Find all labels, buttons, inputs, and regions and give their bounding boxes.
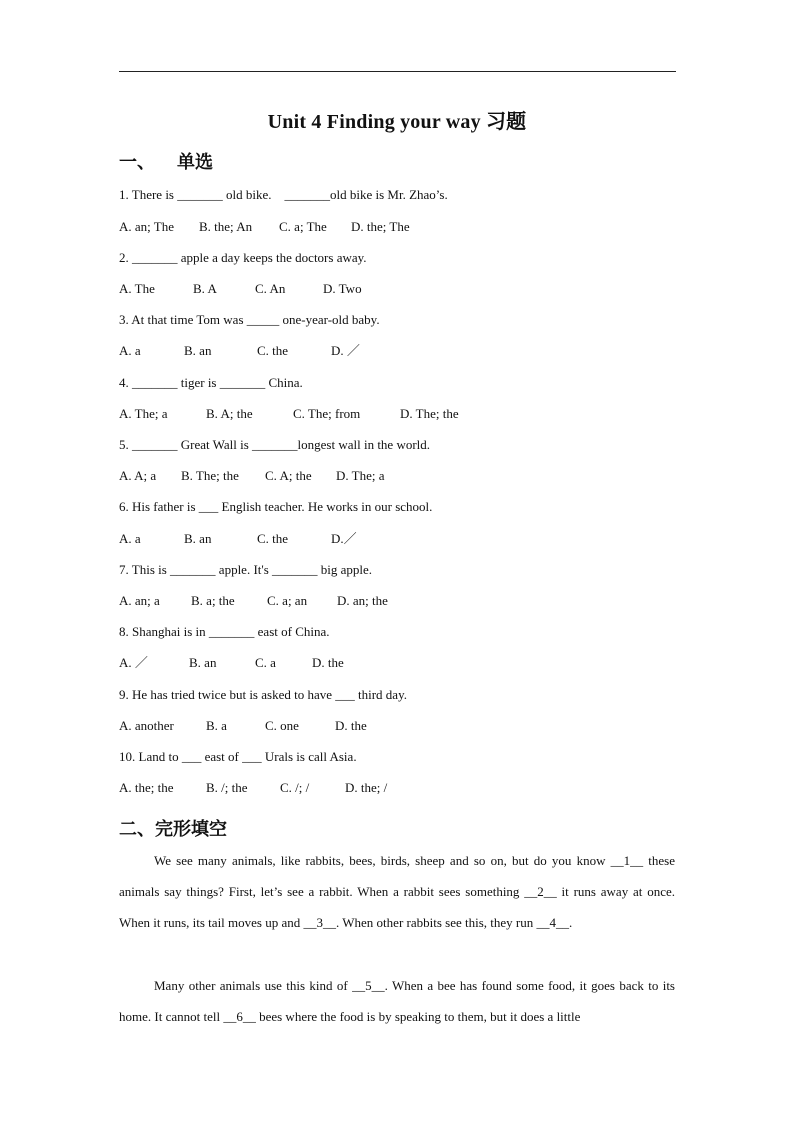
question-text: 4. _______ tiger is _______ China. xyxy=(119,375,303,390)
option-d: D. the xyxy=(335,718,367,733)
question-text: 9. He has tried twice but is asked to have ___ third day. xyxy=(119,687,407,702)
option-d: D. Two xyxy=(323,281,362,296)
option-b: B. /; the xyxy=(206,780,248,795)
option-a: A. a xyxy=(119,343,141,358)
option-c: C. the xyxy=(257,343,289,358)
option-c: C. a xyxy=(255,655,276,670)
option-a: A. A; a xyxy=(119,468,157,483)
option-c: C. a; The xyxy=(279,219,327,234)
option-b: B. the; An xyxy=(199,219,253,234)
option-b: B. The; the xyxy=(181,468,239,483)
question-text: 10. Land to ___ east of ___ Urals is call Asia. xyxy=(119,749,357,764)
option-d: D. The; a xyxy=(336,468,385,483)
option-c: C. the xyxy=(257,531,289,546)
option-a: A. an; a xyxy=(119,593,160,608)
option-d: D. an; the xyxy=(337,593,388,608)
option-a: A. ／ xyxy=(119,655,148,670)
section-heading-single-choice xyxy=(119,148,213,174)
question-text: 2. _______ apple a day keeps the doctors away. xyxy=(119,250,367,265)
option-d: D.／ xyxy=(331,531,357,546)
option-b: B. A; the xyxy=(206,406,253,421)
question-text: 6. His father is ___ English teacher. He works in our school. xyxy=(119,499,433,514)
option-b: B. A xyxy=(193,281,217,296)
option-a: A. an; The xyxy=(119,219,174,234)
question-text: 3. At that time Tom was _____ one-year-old baby. xyxy=(119,312,380,327)
option-b: B. a xyxy=(206,718,227,733)
option-d: D. ／ xyxy=(331,343,360,358)
option-b: B. an xyxy=(184,343,212,358)
option-c: C. /; / xyxy=(280,780,310,795)
passage-paragraph-2: Many other animals use this kind of __5__. When a bee has found some food, it goes back to its home. It cannot tell __6__ bees where the food is by speaking to them, but it does a little xyxy=(119,978,675,1025)
header-rule xyxy=(119,71,676,72)
option-d: D. The; the xyxy=(400,406,459,421)
question-text: 7. This is _______ apple. It's _______ big apple. xyxy=(119,562,373,577)
option-d: D. the; / xyxy=(345,780,388,795)
question-text: 1. There is _______ old bike. _______old bike is Mr. Zhao’s. xyxy=(119,187,448,202)
option-c: C. The; from xyxy=(293,406,361,421)
section-heading-cloze: 二、完形填空 xyxy=(119,819,227,840)
passage-paragraph-1: We see many animals, like rabbits, bees, birds, sheep and so on, but do you know __1__ these animals say things? First, let’s see a rabbit. When a rabbit sees something __2__ it runs away at once. When it runs, its tail moves up and __3__. When other rabbits see this, they run __4__. xyxy=(119,853,675,931)
option-a: A. a xyxy=(119,531,141,546)
page-title: Unit 4 Finding your way 习题 xyxy=(267,111,527,133)
question-text: 5. _______ Great Wall is _______longest wall in the world. xyxy=(119,437,431,452)
option-a: A. The; a xyxy=(119,406,168,421)
option-b: B. an xyxy=(184,531,212,546)
option-a: A. The xyxy=(119,281,155,296)
section-label: 单选 xyxy=(177,152,213,173)
option-c: C. An xyxy=(255,281,286,296)
option-c: C. one xyxy=(265,718,299,733)
option-d: D. the xyxy=(312,655,344,670)
option-a: A. another xyxy=(119,718,174,733)
option-b: B. a; the xyxy=(191,593,235,608)
question-text: 8. Shanghai is in _______ east of China. xyxy=(119,624,330,639)
option-b: B. an xyxy=(189,655,217,670)
option-d: D. the; The xyxy=(351,219,410,234)
option-c: C. A; the xyxy=(265,468,312,483)
section-number: 一、 xyxy=(119,152,155,173)
option-c: C. a; an xyxy=(267,593,308,608)
option-a: A. the; the xyxy=(119,780,174,795)
